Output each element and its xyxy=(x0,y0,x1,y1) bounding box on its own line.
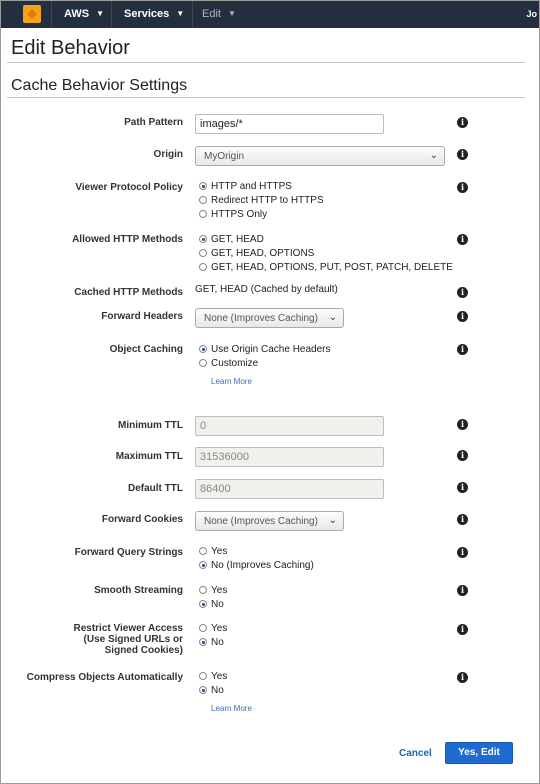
smooth-streaming-label: Smooth Streaming xyxy=(94,585,183,596)
radio-label: HTTP and HTTPS xyxy=(211,181,292,192)
smooth-streaming-info-icon[interactable]: i xyxy=(457,585,468,596)
compress-objects-label: Compress Objects Automatically xyxy=(26,672,183,683)
radio-restrict-no[interactable] xyxy=(199,636,224,649)
forward-headers-value: None (Improves Caching) xyxy=(204,313,318,324)
origin-label: Origin xyxy=(153,149,183,160)
radio-query-no[interactable] xyxy=(199,559,314,572)
radio-all-methods[interactable] xyxy=(199,261,453,274)
nav-services-menu[interactable] xyxy=(124,8,184,20)
radio-button[interactable] xyxy=(199,196,207,204)
forward-cookies-info-icon[interactable]: i xyxy=(457,514,468,525)
radio-redirect-http-to-https[interactable] xyxy=(199,194,324,207)
section-divider xyxy=(7,97,525,98)
forward-headers-label: Forward Headers xyxy=(101,311,183,322)
object-caching-label: Object Caching xyxy=(109,344,183,355)
forward-headers-info-icon[interactable]: i xyxy=(457,311,468,322)
chevron-down-icon: ▼ xyxy=(176,9,185,18)
radio-button-selected[interactable] xyxy=(199,345,207,353)
minimum-ttl-label: Minimum TTL xyxy=(118,420,183,431)
nav-separator xyxy=(51,1,52,28)
radio-label: Yes xyxy=(211,623,228,634)
section-title: Cache Behavior Settings xyxy=(11,77,188,94)
object-caching-info-icon[interactable]: i xyxy=(457,344,468,355)
radio-label: No xyxy=(211,637,224,648)
radio-label: HTTPS Only xyxy=(211,209,268,220)
nav-edit-menu[interactable] xyxy=(202,8,236,20)
radio-button[interactable] xyxy=(199,249,207,257)
chevron-down-icon: ⌄ xyxy=(328,312,337,323)
origin-select-value: MyOrigin xyxy=(204,151,245,162)
label-line: Signed Cookies) xyxy=(104,645,183,656)
nav-user-menu[interactable]: Jo xyxy=(526,9,537,19)
forward-cookies-label: Forward Cookies xyxy=(101,514,183,525)
radio-http-and-https[interactable] xyxy=(199,180,292,193)
radio-button[interactable] xyxy=(199,359,207,367)
chevron-down-icon: ▼ xyxy=(96,9,104,18)
viewer-protocol-info-icon[interactable]: i xyxy=(457,182,468,193)
radio-label: Yes xyxy=(211,585,228,596)
cached-methods-info-icon[interactable]: i xyxy=(457,287,468,298)
radio-label: GET, HEAD, OPTIONS, PUT, POST, PATCH, DELETE xyxy=(211,262,453,273)
radio-button[interactable] xyxy=(199,672,207,680)
viewer-protocol-policy-label: Viewer Protocol Policy xyxy=(75,182,183,193)
nav-separator xyxy=(111,1,112,28)
radio-query-yes[interactable] xyxy=(199,545,227,558)
radio-label: GET, HEAD xyxy=(211,234,264,245)
forward-query-strings-label: Forward Query Strings xyxy=(74,547,183,558)
label-line: Restrict Viewer Access xyxy=(73,623,183,634)
nav-aws-label: AWS xyxy=(64,8,90,20)
origin-select[interactable] xyxy=(195,146,445,166)
page-title: Edit Behavior xyxy=(11,37,130,59)
radio-label: Yes xyxy=(211,671,228,682)
title-divider xyxy=(7,62,525,63)
radio-button[interactable] xyxy=(199,586,207,594)
maximum-ttl-label: Maximum TTL xyxy=(115,451,183,462)
path-pattern-info-icon[interactable]: i xyxy=(457,117,468,128)
cached-http-methods-label: Cached HTTP Methods xyxy=(74,287,183,298)
label-line: (Use Signed URLs or xyxy=(83,634,183,645)
radio-button[interactable] xyxy=(199,210,207,218)
radio-label: No xyxy=(211,599,224,610)
path-pattern-label: Path Pattern xyxy=(124,117,183,128)
radio-button-selected[interactable] xyxy=(199,561,207,569)
radio-label: GET, HEAD, OPTIONS xyxy=(211,248,315,259)
chevron-down-icon: ⌄ xyxy=(328,515,337,526)
allowed-http-methods-label: Allowed HTTP Methods xyxy=(72,234,183,245)
object-caching-learn-more-link[interactable]: Learn More xyxy=(211,377,252,386)
radio-get-head-options[interactable] xyxy=(199,247,314,260)
radio-label: Yes xyxy=(211,546,228,557)
minimum-ttl-info-icon[interactable]: i xyxy=(457,419,468,430)
default-ttl-info-icon[interactable]: i xyxy=(457,482,468,493)
radio-button-selected[interactable] xyxy=(199,686,207,694)
allowed-methods-info-icon[interactable]: i xyxy=(457,234,468,245)
aws-cube-logo-icon[interactable] xyxy=(23,5,41,23)
radio-button-selected[interactable] xyxy=(199,600,207,608)
forward-cookies-value: None (Improves Caching) xyxy=(204,516,318,527)
radio-compress-yes[interactable] xyxy=(199,670,227,683)
radio-customize[interactable] xyxy=(199,357,258,370)
compress-objects-info-icon[interactable]: i xyxy=(457,672,468,683)
radio-label: Use Origin Cache Headers xyxy=(211,344,331,355)
cancel-button[interactable]: Cancel xyxy=(399,748,432,759)
forward-query-info-icon[interactable]: i xyxy=(457,547,468,558)
radio-label: No xyxy=(211,685,224,696)
nav-separator xyxy=(192,1,193,28)
radio-label: Redirect HTTP to HTTPS xyxy=(211,195,324,206)
radio-button-selected[interactable] xyxy=(199,638,207,646)
forward-headers-select[interactable] xyxy=(195,308,344,328)
yes-edit-button[interactable]: Yes, Edit xyxy=(445,742,513,764)
radio-label: No (Improves Caching) xyxy=(211,560,314,571)
radio-label: Customize xyxy=(211,358,259,369)
cached-http-methods-value: GET, HEAD (Cached by default) xyxy=(195,284,338,295)
radio-restrict-yes[interactable] xyxy=(199,622,227,635)
radio-streaming-yes[interactable] xyxy=(199,584,227,597)
maximum-ttl-info-icon[interactable]: i xyxy=(457,450,468,461)
origin-info-icon[interactable]: i xyxy=(457,149,468,160)
restrict-viewer-access-label xyxy=(3,623,183,656)
radio-button[interactable] xyxy=(199,547,207,555)
radio-button-selected[interactable] xyxy=(199,182,207,190)
nav-aws-menu[interactable] xyxy=(64,8,104,20)
radio-get-head[interactable] xyxy=(199,233,264,246)
nav-edit-label: Edit xyxy=(202,8,221,20)
radio-button[interactable] xyxy=(199,263,207,271)
radio-button[interactable] xyxy=(199,624,207,632)
chevron-down-icon: ▼ xyxy=(227,9,236,18)
default-ttl-input[interactable]: 86400 xyxy=(195,479,384,499)
restrict-viewer-info-icon[interactable]: i xyxy=(457,624,468,635)
radio-compress-no[interactable] xyxy=(199,684,224,697)
nav-services-label: Services xyxy=(124,8,170,20)
forward-cookies-select[interactable] xyxy=(195,511,344,531)
radio-button-selected[interactable] xyxy=(199,235,207,243)
path-pattern-input[interactable]: images/* xyxy=(195,114,384,134)
top-navigation-bar xyxy=(1,1,539,28)
maximum-ttl-input[interactable]: 31536000 xyxy=(195,447,384,467)
compress-learn-more-link[interactable]: Learn More xyxy=(211,704,252,713)
radio-https-only[interactable] xyxy=(199,208,267,221)
default-ttl-label: Default TTL xyxy=(128,483,183,494)
radio-use-origin-cache-headers[interactable] xyxy=(199,343,331,356)
radio-streaming-no[interactable] xyxy=(199,598,224,611)
chevron-down-icon: ⌄ xyxy=(429,150,438,161)
minimum-ttl-input[interactable]: 0 xyxy=(195,416,384,436)
